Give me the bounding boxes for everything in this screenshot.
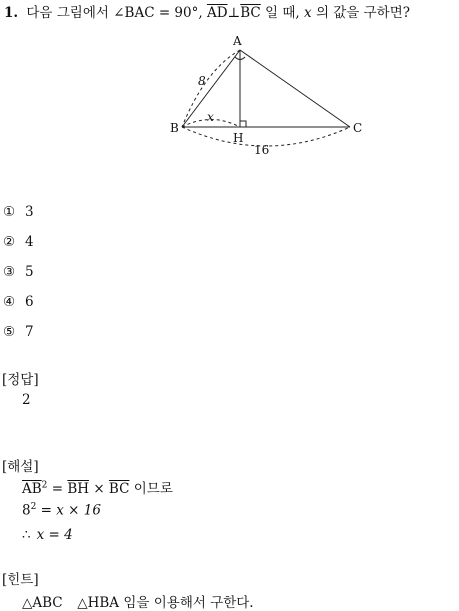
segment-ab: $\overline{AB}$ bbox=[22, 481, 42, 497]
explanation-tail: 이므로 bbox=[133, 481, 173, 497]
exponent: 2 bbox=[30, 502, 37, 512]
label-bc-length: 16 bbox=[254, 143, 270, 157]
exponent: 2 bbox=[41, 480, 48, 491]
segment-bh: $\overline{BH}$ bbox=[67, 481, 90, 497]
triangle-figure bbox=[160, 30, 380, 165]
question-number: 1. bbox=[4, 5, 19, 21]
equation-rest: = x × 16 bbox=[40, 502, 101, 519]
hint-header: [힌트] bbox=[2, 572, 39, 588]
triangle-hba: △HBA bbox=[77, 595, 120, 611]
label-h: H bbox=[233, 131, 244, 145]
label-b: B bbox=[170, 121, 179, 135]
label-a: A bbox=[233, 34, 242, 48]
answer-header: [정답] bbox=[2, 372, 39, 388]
times-sign: × bbox=[93, 481, 105, 497]
choice-mark: ② bbox=[3, 234, 16, 250]
hint-tail: 임을 이용해서 구한다. bbox=[123, 595, 254, 611]
right-angle-mark-h bbox=[240, 121, 246, 127]
question-mid: 일 때, bbox=[265, 5, 300, 21]
choice-value: 3 bbox=[25, 204, 34, 220]
explanation-line-3 bbox=[22, 527, 73, 543]
explanation-line-2 bbox=[22, 502, 101, 519]
question-suffix: 의 값을 구하면? bbox=[315, 5, 411, 21]
explanation-line-1 bbox=[22, 477, 173, 497]
therefore-symbol: ∴ bbox=[22, 527, 31, 543]
label-bh-length: x bbox=[207, 110, 214, 124]
choice-2[interactable] bbox=[3, 233, 34, 251]
answer-value: 2 bbox=[22, 392, 31, 408]
label-ab-length: 8 bbox=[198, 74, 206, 88]
base-8: 8 bbox=[22, 502, 31, 519]
choice-mark: ④ bbox=[3, 294, 16, 310]
segment-bc: $\overline{BC}$ bbox=[108, 481, 130, 497]
equals-sign: = bbox=[51, 481, 64, 497]
triangle-abc: △ABC bbox=[22, 595, 63, 611]
choice-1[interactable] bbox=[3, 203, 34, 221]
choice-4[interactable] bbox=[3, 293, 34, 311]
side-ac bbox=[240, 50, 350, 127]
perpendicular-symbol: ⊥ bbox=[227, 5, 241, 21]
choice-3[interactable] bbox=[3, 263, 34, 281]
choice-mark: ① bbox=[3, 204, 16, 220]
choice-value: 5 bbox=[25, 264, 34, 280]
choice-value: 6 bbox=[25, 294, 34, 310]
choice-mark: ③ bbox=[3, 264, 16, 280]
explanation-header: [해설] bbox=[2, 459, 39, 475]
choice-value: 7 bbox=[25, 324, 34, 340]
question-prefix: 다음 그림에서 ∠BAC = 90°, bbox=[26, 5, 203, 21]
choice-5[interactable] bbox=[3, 323, 34, 341]
segment-ad: $\overline{AD}$ bbox=[206, 5, 228, 21]
question-text bbox=[4, 4, 410, 22]
choice-mark: ⑤ bbox=[3, 324, 16, 340]
label-c: C bbox=[353, 121, 363, 135]
variable-x: x bbox=[304, 5, 312, 21]
hint-line bbox=[22, 591, 254, 611]
result-equation: x = 4 bbox=[36, 527, 73, 543]
segment-bc: $\overline{BC}$ bbox=[240, 5, 261, 21]
choice-value: 4 bbox=[25, 234, 34, 250]
